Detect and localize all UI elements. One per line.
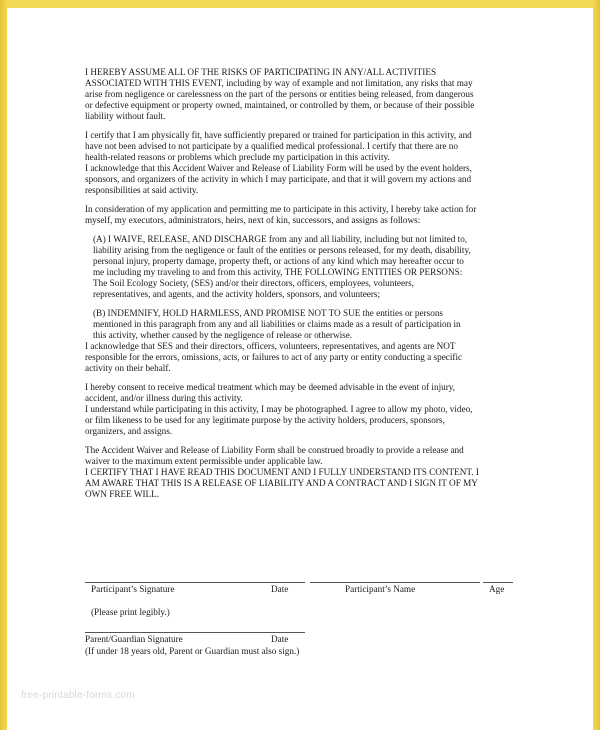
age-line[interactable] — [483, 582, 513, 583]
text-line: (A) I WAIVE, RELEASE, AND DISCHARGE from any and all liability, including but not limited to, — [93, 233, 468, 244]
text-line: I acknowledge that SES and their directors, officers, volunteers, representatives, and agents are NOT — [85, 341, 456, 352]
text-line: liability without fault. — [85, 111, 166, 122]
date-label: Date — [271, 584, 289, 594]
text-line: OWN FREE WILL. — [85, 489, 160, 500]
text-line: responsibilities at said activity. — [85, 185, 199, 196]
paragraph-assume-risks — [85, 67, 523, 122]
text-line: accident, and/or illness during this activity. — [85, 392, 243, 403]
date-line[interactable] — [245, 632, 305, 633]
text-line: have not been advised to not participate by a qualified medical professional. I certify that there are no — [85, 141, 458, 152]
text-line: I understand while participating in this activity, I may be photographed. I agree to allow my photo, video, — [85, 404, 473, 415]
text-line: or film likeness to be used for any legitimate purpose by the activity holders, producers, sponsors, — [85, 415, 445, 426]
date-label: Date — [271, 634, 289, 644]
participant-name-label: Participant’s Name — [345, 584, 416, 594]
under-18-note: (If under 18 years old, Parent or Guardian must also sign.) — [85, 646, 300, 656]
document-body — [85, 67, 523, 508]
text-line: AM AWARE THAT THIS IS A RELEASE OF LIABILITY AND A CONTRACT AND I SIGN IT OF MY — [85, 478, 478, 489]
text-line: I HEREBY ASSUME ALL OF THE RISKS OF PARTICIPATING IN ANY/ALL ACTIVITIES — [85, 67, 437, 77]
text-line: activity on their behalf. — [85, 363, 171, 374]
text-line: (B) INDEMNIFY, HOLD HARMLESS, AND PROMISE NOT TO SUE the entities or persons — [93, 307, 443, 318]
paragraph-consideration — [85, 204, 523, 226]
text-line: organizers, and assigns. — [85, 426, 173, 437]
print-legibly-note: (Please print legibly.) — [91, 607, 170, 617]
text-line: arise from negligence or carelessness on the part of the persons or entities being released, from dangerous — [85, 89, 474, 100]
paragraph-waiver-release — [85, 234, 523, 301]
participant-signature-block — [85, 582, 525, 617]
paragraph-medical-consent — [85, 382, 523, 437]
text-line: I acknowledge that this Accident Waiver and Release of Liability Form will be used by the event holders, — [85, 163, 472, 174]
text-line: The Accident Waiver and Release of Liability Form shall be construed broadly to provide a release and — [85, 444, 464, 455]
text-line: this activity, whether caused by the negligence of release or otherwise. — [93, 329, 353, 340]
text-line: me including my traveling to and from this activity, THE FOLLOWING ENTITIES OR PERSONS: — [93, 267, 463, 277]
text-line: In consideration of my application and permitting me to participate in this activity, I hereby take action for — [85, 204, 477, 215]
text-line: health-related reasons or problems which preclude my participation in this activity. — [85, 152, 390, 163]
text-line: liability arising from the negligence or fault of the entities or persons released, for my death, disability, — [93, 244, 471, 255]
text-line: I hereby consent to receive medical treatment which may be deemed advisable in the event of injury, — [85, 381, 456, 392]
age-label: Age — [489, 584, 505, 594]
text-line: mentioned in this paragraph from any and all liabilities or claims made as a result of participation in — [93, 318, 461, 329]
text-line: or defective equipment or property owned, maintained, or controlled by them, or because of their possible — [85, 100, 475, 111]
paragraph-indemnify — [85, 308, 523, 375]
text-line: sponsors, and organizers of the activity in which I may participate, and that it will govern my actions and — [85, 174, 472, 185]
text-line: responsible for the errors, omissions, acts, or failures to act of any party or entity conducting a specific — [85, 352, 463, 363]
guardian-signature-block — [85, 632, 525, 656]
signature-row — [85, 632, 525, 644]
text-line: I certify that I am physically fit, have sufficiently prepared or trained for participation in this activity, and — [85, 129, 472, 140]
date-line[interactable] — [245, 582, 305, 583]
signature-row — [85, 582, 525, 594]
text-line: The Soil Ecology Society, (SES) and/or their directors, officers, employees, volunteers, — [93, 278, 414, 289]
text-line: ASSOCIATED WITH THIS EVENT, including by way of example and not limitation, any risks that may — [85, 78, 473, 89]
text-line: I CERTIFY THAT I HAVE READ THIS DOCUMENT AND I FULLY UNDERSTAND ITS CONTENT. I — [85, 467, 479, 477]
participant-name-line[interactable] — [310, 582, 480, 583]
text-line: personal injury, property damage, property theft, or actions of any kind which may hereafter occur to — [93, 255, 464, 266]
text-line: waiver to the maximum extent permissible under applicable law. — [85, 455, 323, 466]
paragraph-physical-fitness — [85, 130, 523, 197]
paragraph-certification — [85, 445, 523, 500]
watermark: free-printable-forms.com — [21, 690, 135, 701]
text-line: representatives, and agents, and the activity holders, sponsors, and volunteers; — [93, 289, 381, 300]
guardian-signature-label: Parent/Guardian Signature — [85, 634, 183, 644]
guardian-signature-line[interactable] — [85, 632, 245, 633]
text-line: myself, my executors, administrators, heirs, next of kin, successors, and assigns as follows: — [85, 215, 421, 226]
participant-signature-label: Participant’s Signature — [91, 584, 175, 594]
document-page — [7, 8, 593, 730]
